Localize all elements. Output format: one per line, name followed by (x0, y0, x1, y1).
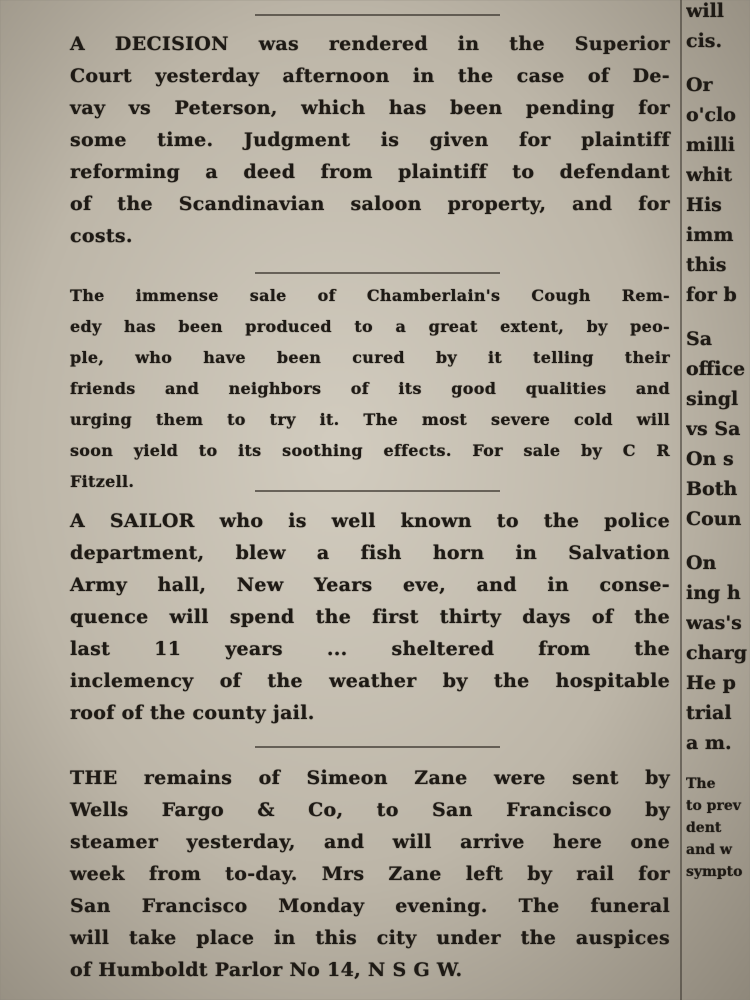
side-column-line: Or (686, 74, 713, 96)
section-rule (255, 272, 500, 274)
article-line: friends and neighbors of its good qualities and (70, 379, 670, 398)
side-column-line: imm (686, 224, 734, 246)
article-sailor (70, 505, 670, 729)
side-column-line: On (686, 552, 717, 574)
side-column-line: He p (686, 672, 736, 694)
side-column-line: dent (686, 820, 722, 836)
article-decision (70, 28, 670, 252)
side-column-line: Sa (686, 328, 713, 350)
article-line: San Francisco Monday evening. The funeral (70, 895, 670, 917)
side-column-line: On s (686, 448, 734, 470)
side-column-line: vs Sa (686, 418, 741, 440)
side-column-line: o'clo (686, 104, 736, 126)
article-line: last 11 years ... sheltered from the (70, 638, 670, 660)
side-column-line: sympto (686, 864, 743, 880)
article-line: roof of the county jail. (70, 702, 315, 724)
main-column (70, 0, 675, 1000)
article-line: costs. (70, 225, 133, 247)
side-column-line: and w (686, 842, 732, 858)
article-line: week from to-day. Mrs Zane left by rail for (70, 863, 670, 885)
article-line: reforming a deed from plaintiff to defendant (70, 161, 670, 183)
article-line: quence will spend the first thirty days of the (70, 606, 670, 628)
side-column-line: will (686, 0, 725, 22)
article-line: urging them to try it. The most severe cold will (70, 410, 670, 429)
article-line: steamer yesterday, and will arrive here one (70, 831, 670, 853)
article-line: Wells Fargo & Co, to San Francisco by (70, 799, 670, 821)
section-rule (255, 746, 500, 748)
article-line: of Humboldt Parlor No 14, N S G W. (70, 959, 463, 981)
side-column-line: was's (686, 612, 742, 634)
article-line: Fitzell. (70, 472, 135, 491)
side-column-line: ing h (686, 582, 741, 604)
side-column-line: His (686, 194, 722, 216)
side-column-line: a m. (686, 732, 732, 754)
adjacent-column (686, 0, 750, 1000)
article-line: A DECISION was rendered in the Superior (70, 33, 670, 55)
article-line: A SAILOR who is well known to the police (70, 510, 670, 532)
column-divider (680, 0, 682, 1000)
article-line: THE remains of Simeon Zane were sent by (70, 767, 670, 789)
side-column-line: The (686, 776, 716, 792)
side-column-line: for b (686, 284, 737, 306)
article-line: edy has been produced to a great extent, by peo- (70, 317, 670, 336)
side-column-line: to prev (686, 798, 741, 814)
article-line: ple, who have been cured by it telling their (70, 348, 670, 367)
side-column-line: whit (686, 164, 733, 186)
article-line: will take place in this city under the auspices (70, 927, 670, 949)
article-line: soon yield to its soothing effects. For sale by C R (70, 441, 670, 460)
side-column-line: charg (686, 642, 747, 664)
article-line: of the Scandinavian saloon property, and for (70, 193, 670, 215)
article-chamberlain (70, 280, 670, 497)
article-line: Army hall, New Years eve, and in conse- (70, 574, 670, 596)
side-column-line: office (686, 358, 746, 380)
side-column-line: singl (686, 388, 739, 410)
side-column-line: trial (686, 702, 732, 724)
section-rule (255, 490, 500, 492)
side-column-line: Coun (686, 508, 742, 530)
article-line: The immense sale of Chamberlain's Cough Rem- (70, 286, 670, 305)
article-line: Court yesterday afternoon in the case of De- (70, 65, 670, 87)
side-column-line: milli (686, 134, 735, 156)
side-column-line: cis. (686, 30, 723, 52)
side-column-line: this (686, 254, 727, 276)
article-line: inclemency of the weather by the hospitable (70, 670, 670, 692)
article-line: department, blew a fish horn in Salvation (70, 542, 670, 564)
article-zane (70, 762, 670, 986)
article-line: vay vs Peterson, which has been pending for (70, 97, 670, 119)
top-rule (255, 14, 500, 16)
side-column-line: Both (686, 478, 738, 500)
article-line: some time. Judgment is given for plaintiff (70, 129, 670, 151)
